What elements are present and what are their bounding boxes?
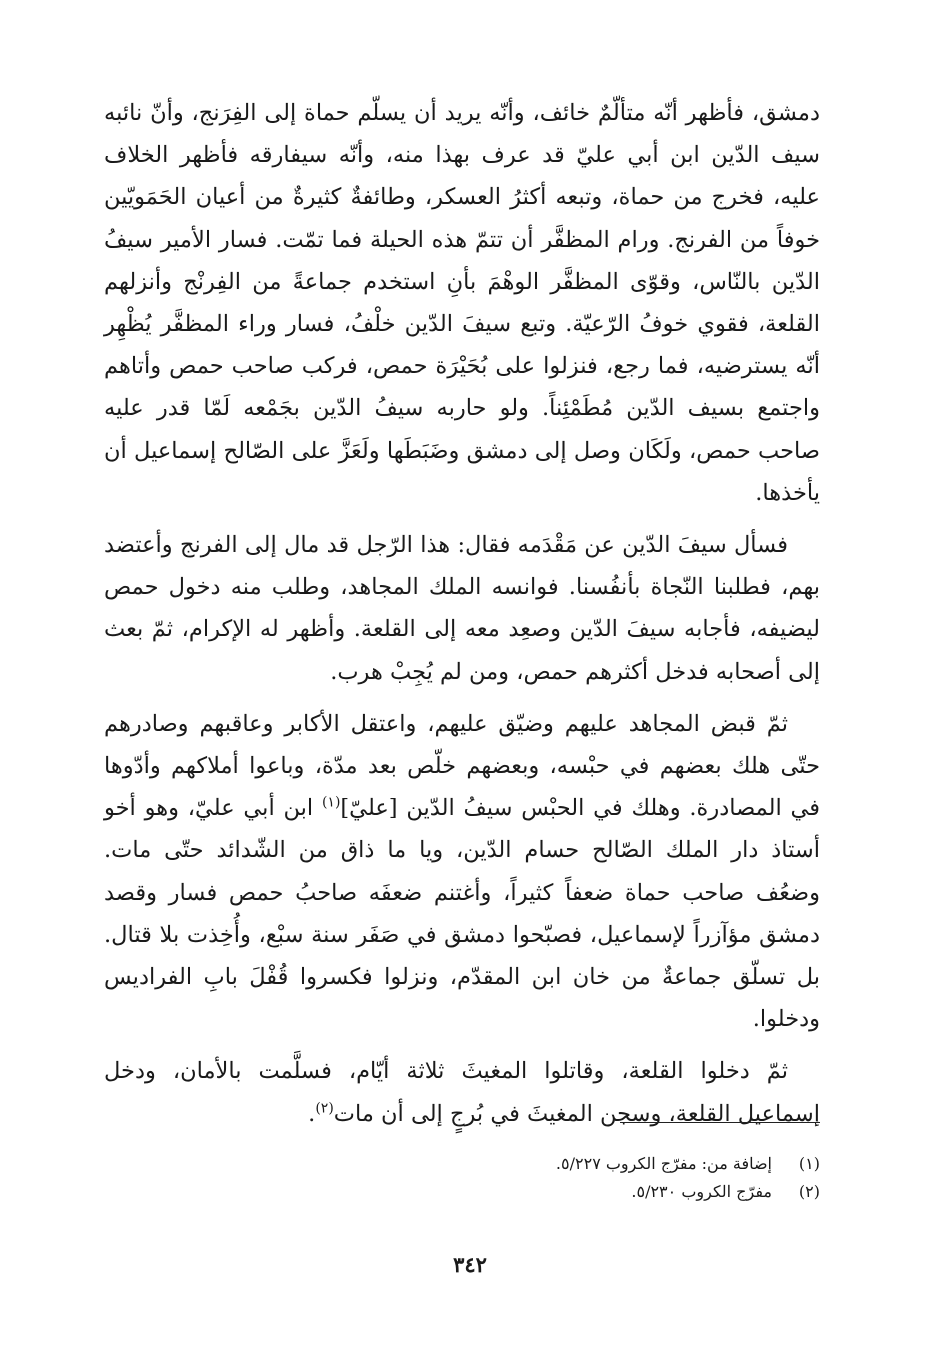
paragraph-1 [104, 92, 820, 514]
paragraph-2-text: فسأل سيفَ الدّين عن مَقْدَمه فقال: هذا الرّجل قد مال إلى الفرنج وأعتضد بهم، فطلبنا النّجاة بأنفُسنا. فوانسه الملك المجاهد، وطلب منه دخول حمص ليضيفه، فأجابه سيفَ الدّين وصعِد معه إلى القلعة. وأظهر له الإكرام، ثمّ بعث إلى أصحابه فدخل أكثرهم حمص، ومن لم يُجِبْ هرب. [104, 532, 820, 685]
footnotes [220, 1150, 820, 1206]
paragraph-4-text: ثمّ دخلوا القلعة، وقاتلوا المغيثَ ثلاثة أيّام، فسلَّمت بالأمان، ودخل إسماعيل القلعة، وسجن المغيثَ في بُرجٍ إلى أن مات [104, 1058, 820, 1127]
footnote-ref-2: (٢) [315, 1100, 334, 1117]
footnote-2-text: مفرّج الكروب ٥/٢٣٠. [631, 1182, 772, 1201]
footnote-1-number: (١) [798, 1154, 820, 1173]
paragraph-3-text: ثمّ قبض المجاهد عليهم وضيّق عليهم، واعتقل الأكابر وعاقبهم وصادرهم حتّى هلك بعضهم في حبْسه، وبعضهم خلّص بعد مدّة، وباعوا أملاكهم وأدّوها في المصادرة. وهلك في الحبْس سيفُ الدّين [عليّ] [104, 710, 820, 822]
footnote-2 [220, 1178, 820, 1206]
paragraph-4-text-after: . [308, 1100, 316, 1127]
footnote-2-number: (٢) [798, 1182, 820, 1201]
footnote-ref-1: (١) [321, 794, 341, 811]
footnote-1 [220, 1150, 820, 1178]
footnote-divider [620, 1122, 820, 1123]
body-text [104, 92, 820, 1135]
paragraph-2 [104, 524, 820, 693]
footnote-1-text: إضافة من: مفرّج الكروب ٥/٢٢٧. [555, 1154, 772, 1173]
paragraph-3 [104, 703, 820, 1041]
page-number: ٣٤٢ [453, 1252, 487, 1277]
paragraph-3-text-after: ابن أبي عليّ، وهو أخو أستاذ دار الملك الصّالح حسام الدّين، ويا ما ذاق من الشّدائد حتّى مات. وضعُف صاحب حماة ضعفاً كثيراً، وأغتنم ضعفَه صاحبُ حمص فسار وقصد دمشق مؤآزراً لإسماعيل، فصبّحوا دمشق في صَفَر سنة سبْع، وأُخِذت بلا قتال. بل تسلّق جماعةٌ من خان ابن المقدّم، ونزلوا فكسروا قُفْلَ بابِ الفراديس ودخلوا. [104, 795, 820, 1033]
paragraph-1-text: دمشق، فأظهر أنّه متألّمٌ خائف، وأنّه يريد أن يسلّم حماة إلى الفِرَنج، وأنّ نائبه سيف الدّين ابن أبي عليّ قد عرف بهذا منه، وأنّه سيفارقه فأظهر الخلاف عليه، فخرج من حماة، وتبعه أكثرُ العسكر، وطائفةٌ كثيرةٌ من أعيان الحَمَويّين خوفاً من الفرنج. ورام المظفَّر أن تتمّ هذه الحيلة فما تمّت. فسار الأمير سيفُ الدّين بالنّاس، وقوّى المظفَّر الوهْمَ بأنِ استخدم جماعةً من الفِرنْج وأنزلهم القلعة، فقوي خوفُ الرّعيّة. وتبع سيفَ الدّين خلْفُ، فسار وراء المظفَّر يُظْهِر أنّه يسترضيه، فما رجع، فنزلوا على بُحَيْرَة حمص، فركب صاحب حمص وأتاهم واجتمع بسيف الدّين مُطَمْئِناً. ولو حاربه سيفُ الدّين بجَمْعه لَمّا قدر عليه صاحب حمص، ولَكَان وصل إلى دمشق وضَبَطَها ولَعَزَّ على الصّالح إسماعيل أن يأخذها. [104, 100, 820, 506]
